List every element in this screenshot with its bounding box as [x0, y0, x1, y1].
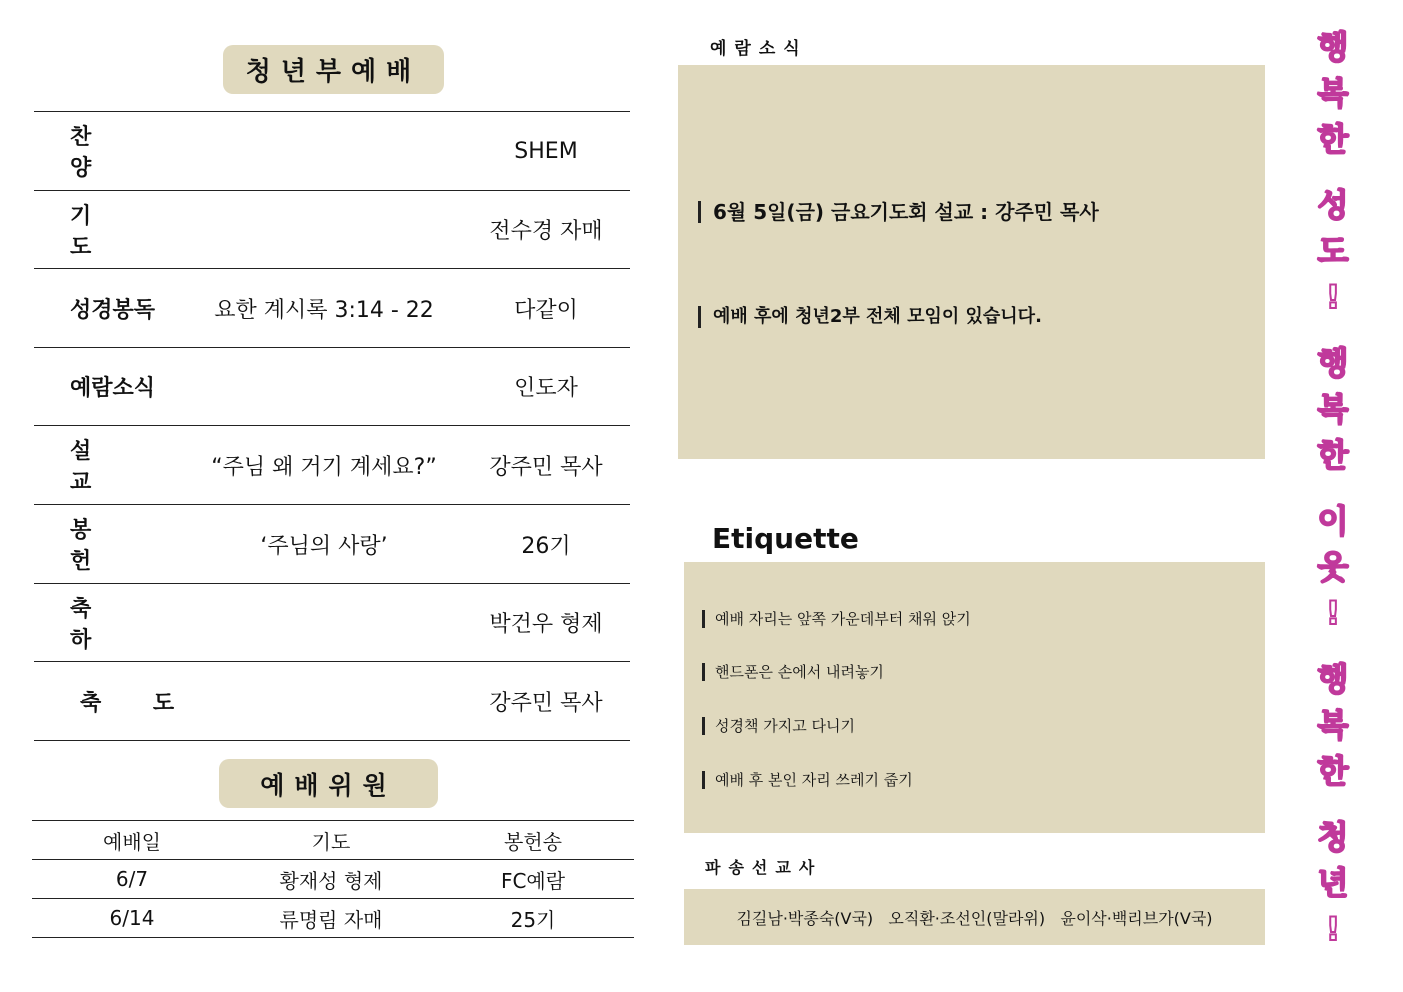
service-row	[34, 583, 630, 662]
service-row-content: 요한 계시록 3:14 - 22	[214, 297, 434, 323]
service-row-content: ‘주님의 사랑’	[260, 533, 388, 559]
banner-char: 년	[1317, 864, 1349, 902]
etiquette-title: Etiquette	[712, 522, 859, 555]
banner-char: 행	[1317, 28, 1349, 66]
service-row-person: 강주민 목사	[489, 690, 603, 716]
banner-char: 한	[1317, 752, 1349, 790]
service-row	[34, 425, 630, 504]
etiquette-box	[684, 562, 1265, 833]
service-row-person: 인도자	[514, 376, 578, 402]
news-box	[678, 65, 1265, 459]
banner-char: !	[1325, 594, 1341, 632]
missionaries-title: 파송선교사	[705, 858, 823, 877]
news-item: 6월 5일(금) 금요기도회 설교 : 강주민 목사	[698, 201, 1099, 223]
etiquette-item: 성경책 가지고 다니기	[702, 717, 855, 735]
service-row-content	[194, 348, 454, 426]
banner-char: !	[1325, 910, 1341, 948]
schedule-header: 예배일	[103, 829, 161, 854]
service-row-person: 박건우 형제	[489, 612, 603, 638]
banner-char: 복	[1317, 706, 1349, 744]
schedule-cell: 25기	[510, 907, 556, 932]
banner-char: 도	[1317, 232, 1349, 270]
service-row-label: 설 교	[70, 439, 126, 496]
schedule-cell: FC예람	[500, 868, 566, 893]
schedule-header: 기도	[311, 829, 351, 854]
service-row-content	[194, 584, 454, 662]
news-item: 예배 후에 청년2부 전체 모임이 있습니다.	[698, 306, 1042, 328]
banner-char: 이	[1317, 502, 1349, 540]
service-row-content	[194, 662, 454, 740]
missionaries-list: 김길남·박종숙(V국) 오직환·조선인(말라위) 윤이삭·백리브가(V국)	[736, 908, 1213, 928]
banner-char: !	[1325, 278, 1341, 316]
banner-char: 성	[1317, 186, 1349, 224]
banner-char: 청	[1317, 818, 1349, 856]
banner-char: 한	[1317, 120, 1349, 158]
banner-char: 한	[1317, 436, 1349, 474]
service-row-person: SHEM	[514, 138, 578, 164]
service-row	[34, 661, 630, 741]
banner-char: 웃	[1317, 548, 1349, 586]
service-row-person: 26기	[521, 533, 571, 559]
service-row	[34, 347, 630, 426]
service-row-content	[194, 191, 454, 269]
service-row-label: 축 도	[80, 690, 197, 716]
schedule-cell: 황재성 형제	[279, 868, 383, 893]
banner-char: 행	[1317, 344, 1349, 382]
banner-char: 복	[1317, 390, 1349, 428]
schedule-header: 봉헌송	[504, 829, 562, 854]
missionaries-box	[684, 889, 1265, 945]
service-row	[34, 190, 630, 269]
service-row-label: 축 하	[70, 596, 126, 653]
service-row-person: 다같이	[514, 297, 578, 323]
service-row-content	[194, 112, 454, 190]
service-row	[34, 111, 630, 190]
schedule-cell: 6/7	[115, 867, 149, 891]
schedule-cell: 류명림 자매	[279, 907, 383, 932]
schedule-cell: 6/14	[109, 906, 155, 930]
etiquette-item: 예배 자리는 앞쪽 가운데부터 채워 앉기	[702, 610, 971, 628]
table-divider	[32, 937, 634, 938]
service-row-label: 예람소식	[70, 376, 156, 402]
service-row	[34, 504, 630, 583]
service-row-label: 성경봉독	[70, 297, 156, 323]
service-row-label: 기 도	[70, 203, 126, 260]
banner-char: 행	[1317, 660, 1349, 698]
service-row-label: 봉 헌	[70, 518, 126, 574]
service-title: 청년부예배	[223, 45, 444, 94]
news-title: 예람소식	[710, 39, 808, 59]
side-banner	[1302, 24, 1364, 954]
service-row	[34, 268, 630, 347]
service-row-label: 찬 양	[70, 125, 126, 181]
etiquette-item: 핸드폰은 손에서 내려놓기	[702, 663, 884, 681]
etiquette-item: 예배 후 본인 자리 쓰레기 줍기	[702, 771, 913, 789]
banner-char: 복	[1317, 74, 1349, 112]
service-row-person: 강주민 목사	[489, 454, 603, 480]
service-row-person: 전수경 자매	[489, 219, 603, 245]
committee-title: 예배위원	[219, 759, 438, 808]
service-row-content: “주님 왜 거기 계세요?”	[211, 454, 437, 480]
